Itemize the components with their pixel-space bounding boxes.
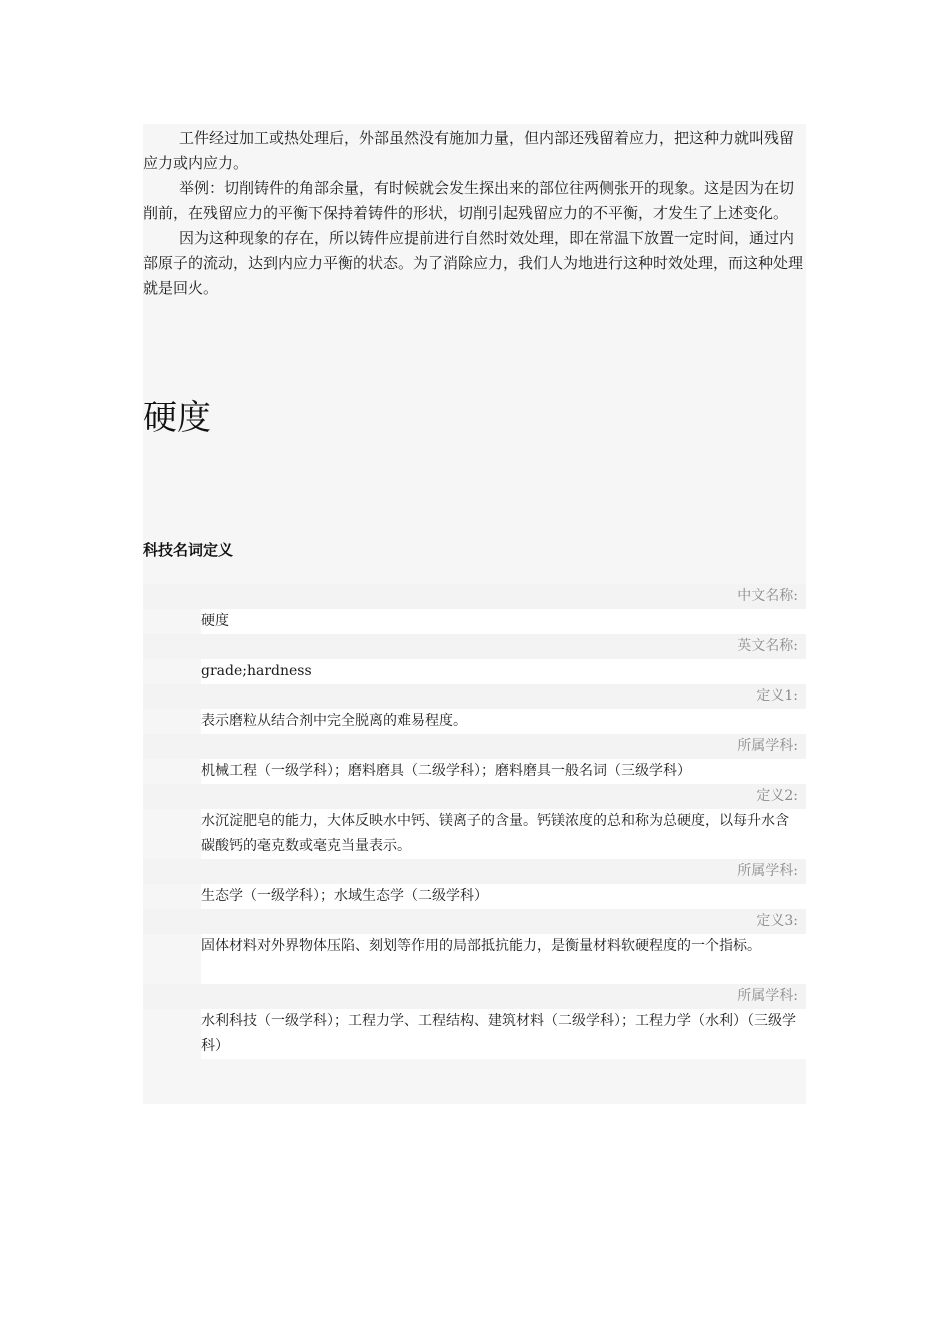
intro-paragraph-1: 工件经过加工或热处理后，外部虽然没有施加力量，但内部还残留着应力，把这种力就叫残留应力或内应力。 <box>143 129 795 172</box>
label-chinese-name: 中文名称: <box>143 584 806 609</box>
label-english-name: 英文名称: <box>143 634 806 659</box>
intro-paragraph-2: 举例：切削铸件的角部余量，有时候就会发生探出来的部位往两侧张开的现象。这是因为在切削前，在残留应力的平衡下保持着铸件的形状，切削引起残留应力的不平衡，才发生了上述变化。 <box>143 179 795 222</box>
value-subject-1: 机械工程（一级学科）；磨料磨具（二级学科）；磨料磨具一般名词（三级学科） <box>201 759 806 784</box>
label-subject-3: 所属学科: <box>143 984 806 1009</box>
label-subject-2: 所属学科: <box>143 859 806 884</box>
definition-table <box>143 584 806 1059</box>
value-subject-3: 水利科技（一级学科）；工程力学、工程结构、建筑材料（二级学科）；工程力学（水利）（三级学科） <box>201 1009 806 1059</box>
value-definition-3: 固体材料对外界物体压陷、刻划等作用的局部抵抗能力，是衡量材料软硬程度的一个指标。 <box>201 934 806 984</box>
value-english-name: grade;hardness <box>201 659 806 684</box>
value-chinese-name: 硬度 <box>201 609 806 634</box>
label-definition-2: 定义2: <box>143 784 806 809</box>
label-definition-1: 定义1: <box>143 684 806 709</box>
value-definition-2: 水沉淀肥皂的能力，大体反映水中钙、镁离子的含量。钙镁浓度的总和称为总硬度，以每升水含碳酸钙的毫克数或毫克当量表示。 <box>201 809 806 859</box>
value-subject-2: 生态学（一级学科）；水域生态学（二级学科） <box>201 884 806 909</box>
section-heading: 硬度 <box>143 398 211 438</box>
label-definition-3: 定义3: <box>143 909 806 934</box>
value-definition-1: 表示磨粒从结合剂中完全脱离的难易程度。 <box>201 709 806 734</box>
intro-paragraph-3: 因为这种现象的存在，所以铸件应提前进行自然时效处理，即在常温下放置一定时间，通过内部原子的流动，达到内应力平衡的状态。为了消除应力，我们人为地进行这种时效处理，而这种处理就是回火。 <box>143 229 804 297</box>
definition-subheading: 科技名词定义 <box>143 541 234 559</box>
label-subject-1: 所属学科: <box>143 734 806 759</box>
intro-text <box>143 126 806 301</box>
